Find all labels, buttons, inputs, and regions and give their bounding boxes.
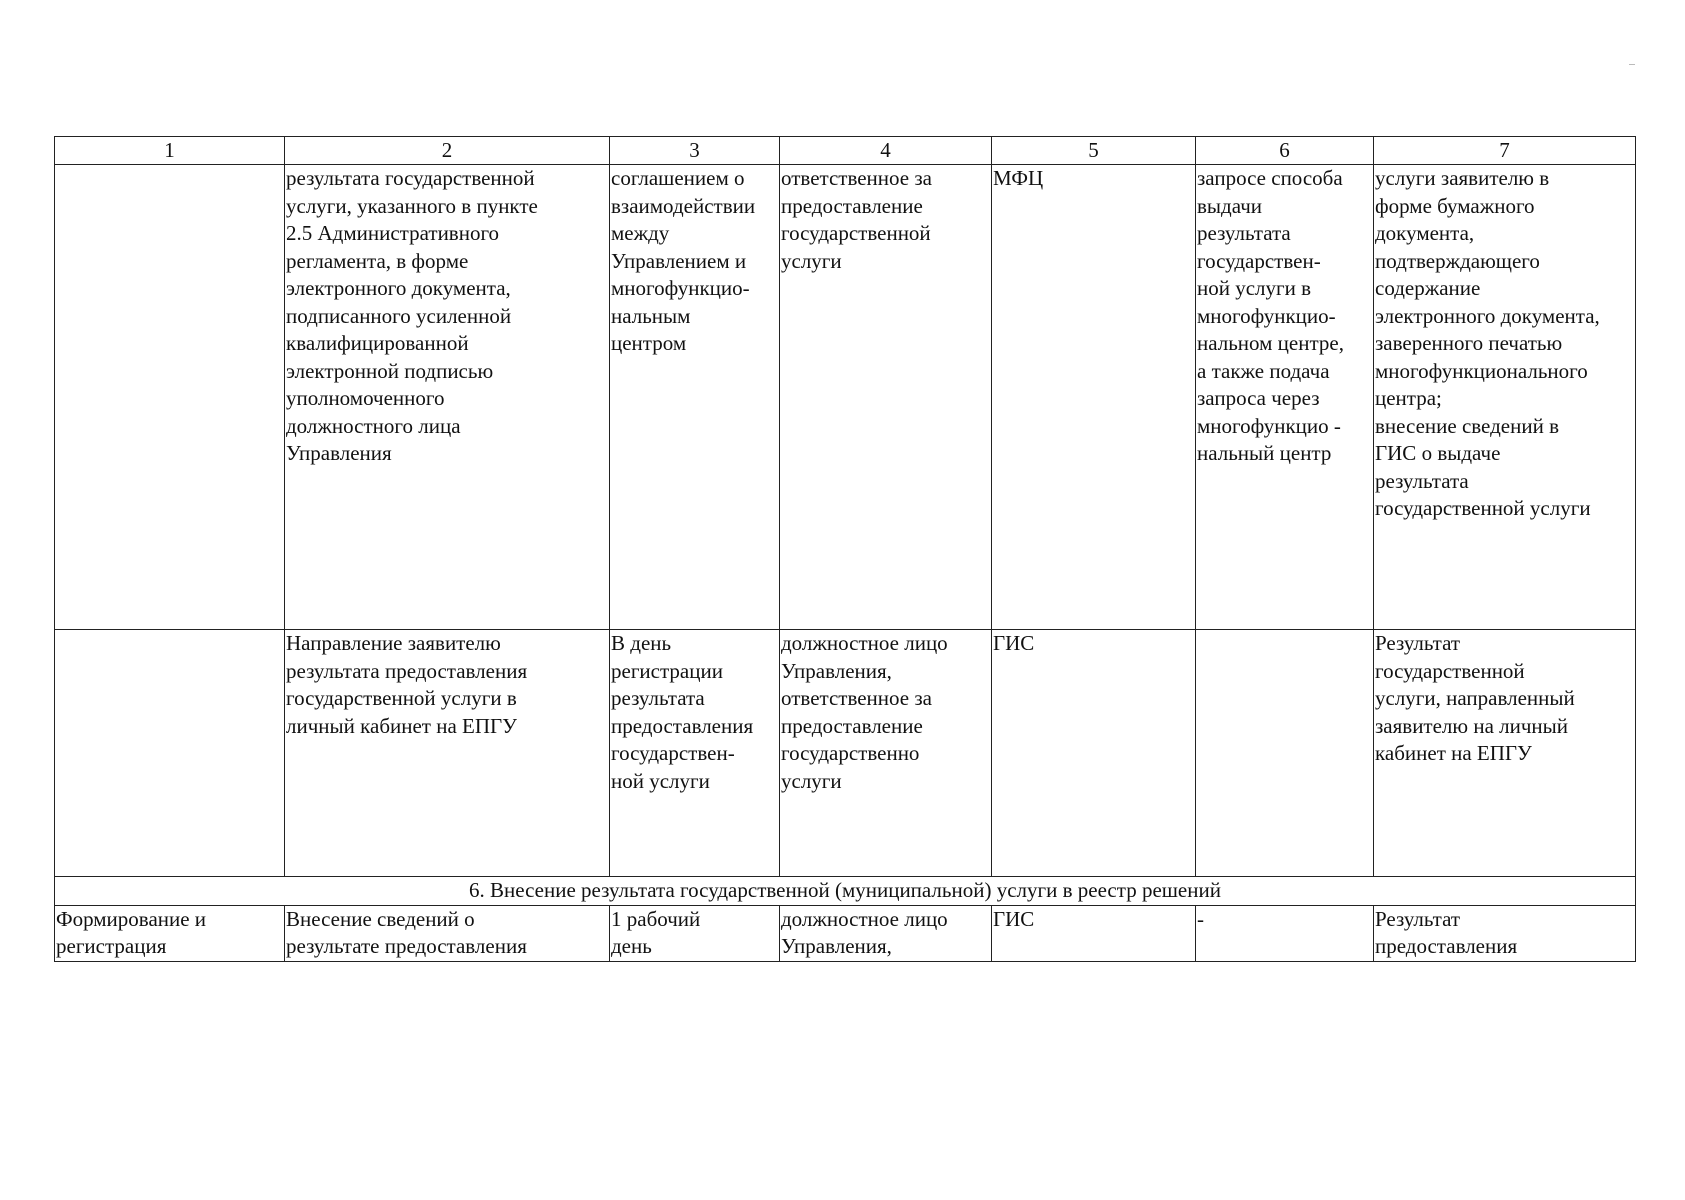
cell-basis: [55, 165, 285, 630]
cell-result: Результат предоставления: [1374, 905, 1636, 961]
cell-criteria: запросе способа выдачи результата государствен- ной услуги в многофункцио- нальном центре, а также подача запроса через многофункцио - нальный центр: [1196, 165, 1374, 630]
cell-responsible: должностное лицо Управления,: [780, 905, 992, 961]
header-col-5: 5: [992, 137, 1196, 165]
header-col-6: 6: [1196, 137, 1374, 165]
cell-action: результата государственной услуги, указанного в пункте 2.5 Административного регламента, в форме электронного документа, подписанного усиленной квалифицированной электронной подписью уполномоченного должностного лица Управления: [285, 165, 610, 630]
cell-criteria: -: [1196, 905, 1374, 961]
procedure-table: [54, 136, 1636, 962]
section-row: [55, 877, 1636, 906]
scan-mark: [1629, 64, 1635, 65]
table-row: [55, 165, 1636, 630]
cell-result: услуги заявителю в форме бумажного документа, подтверждающего содержание электронного документа, заверенного печатью многофункционального центра; внесение сведений в ГИС о выдаче результата государственной услуги: [1374, 165, 1636, 630]
header-col-3: 3: [610, 137, 780, 165]
header-col-2: 2: [285, 137, 610, 165]
cell-term: 1 рабочий день: [610, 905, 780, 961]
cell-term: В день регистрации результата предоставления государствен- ной услуги: [610, 630, 780, 877]
cell-responsible: ответственное за предоставление государственной услуги: [780, 165, 992, 630]
cell-place: МФЦ: [992, 165, 1196, 630]
cell-place: ГИС: [992, 905, 1196, 961]
cell-basis: [55, 630, 285, 877]
cell-action: Направление заявителю результата предоставления государственной услуги в личный кабинет на ЕПГУ: [285, 630, 610, 877]
header-row: [55, 137, 1636, 165]
cell-place: ГИС: [992, 630, 1196, 877]
cell-basis: Формирование и регистрация: [55, 905, 285, 961]
cell-responsible: должностное лицо Управления, ответственное за предоставление государственно услуги: [780, 630, 992, 877]
cell-result: Результат государственной услуги, направленный заявителю на личный кабинет на ЕПГУ: [1374, 630, 1636, 877]
header-col-1: 1: [55, 137, 285, 165]
section-title: 6. Внесение результата государственной (муниципальной) услуги в реестр решений: [55, 877, 1636, 906]
cell-term: соглашением о взаимодействии между Управлением и многофункцио- нальным центром: [610, 165, 780, 630]
cell-action: Внесение сведений о результате предоставления: [285, 905, 610, 961]
table-row: [55, 905, 1636, 961]
header-col-4: 4: [780, 137, 992, 165]
header-col-7: 7: [1374, 137, 1636, 165]
table-row: [55, 630, 1636, 877]
cell-criteria: [1196, 630, 1374, 877]
